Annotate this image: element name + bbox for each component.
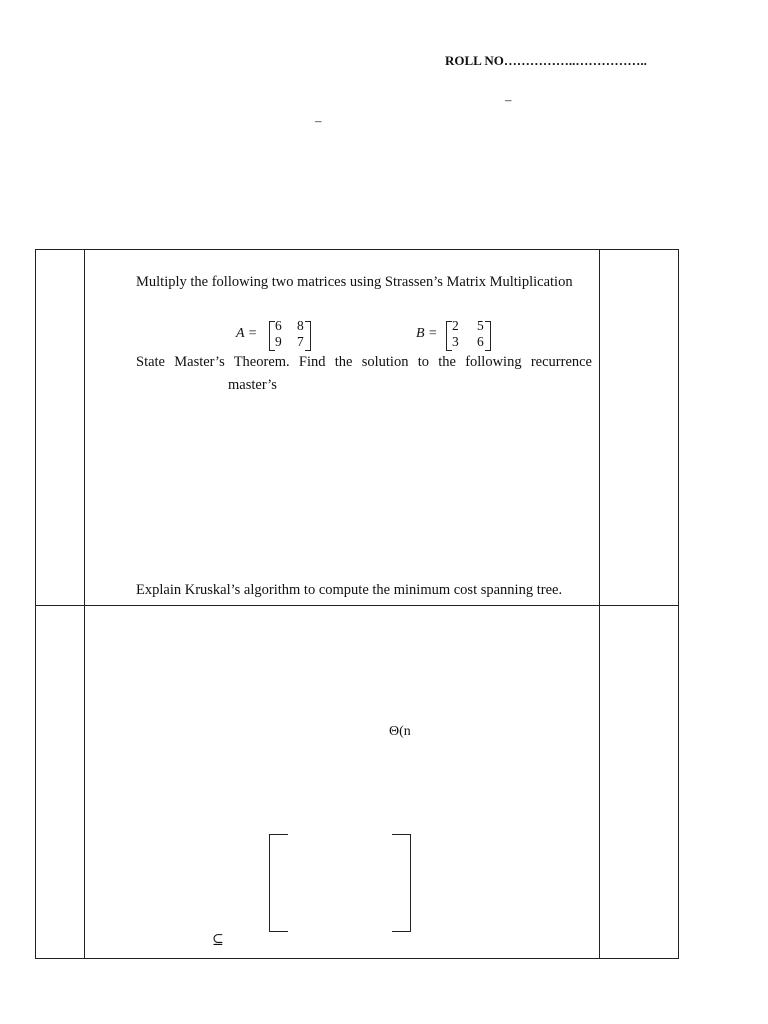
matrix-a-cell: 8	[297, 318, 304, 333]
right-bracket	[485, 321, 491, 351]
question-3-text: Explain Kruskal’s algorithm to compute the minimum cost spanning tree.	[136, 582, 563, 598]
matrix-b	[416, 320, 496, 354]
matrix-a-cell: 9	[275, 334, 282, 349]
matrix-a-cell: 6	[275, 318, 282, 333]
matrix-b-label: B =	[416, 326, 438, 341]
theta-notation: Θ(n	[389, 724, 411, 739]
column-divider	[599, 250, 600, 958]
question-1-text: Multiply the following two matrices using Strassen’s Matrix Multiplication	[136, 274, 573, 290]
large-left-bracket	[269, 834, 288, 932]
dash-mark: –	[315, 113, 322, 128]
matrix-a-cell: 7	[297, 334, 304, 349]
roll-number-label: ROLL NO……………..……………..	[445, 53, 647, 68]
dash-mark: –	[505, 92, 512, 107]
matrix-b-cell: 2	[452, 318, 459, 333]
subset-symbol: ⊆	[212, 933, 224, 948]
large-right-bracket	[392, 834, 411, 932]
matrix-a-label: A =	[236, 326, 258, 341]
matrix-b-cell: 6	[477, 334, 484, 349]
column-divider	[84, 250, 85, 958]
row-divider	[36, 605, 678, 606]
matrix-b-cell: 5	[477, 318, 484, 333]
matrix-a	[236, 320, 316, 354]
question-2-text: State Master’s Theorem. Find the solution to the following recurrence	[136, 354, 592, 370]
right-bracket	[305, 321, 311, 351]
question-2-continuation: master’s	[228, 377, 277, 393]
question-table	[35, 249, 679, 959]
matrix-b-cell: 3	[452, 334, 459, 349]
